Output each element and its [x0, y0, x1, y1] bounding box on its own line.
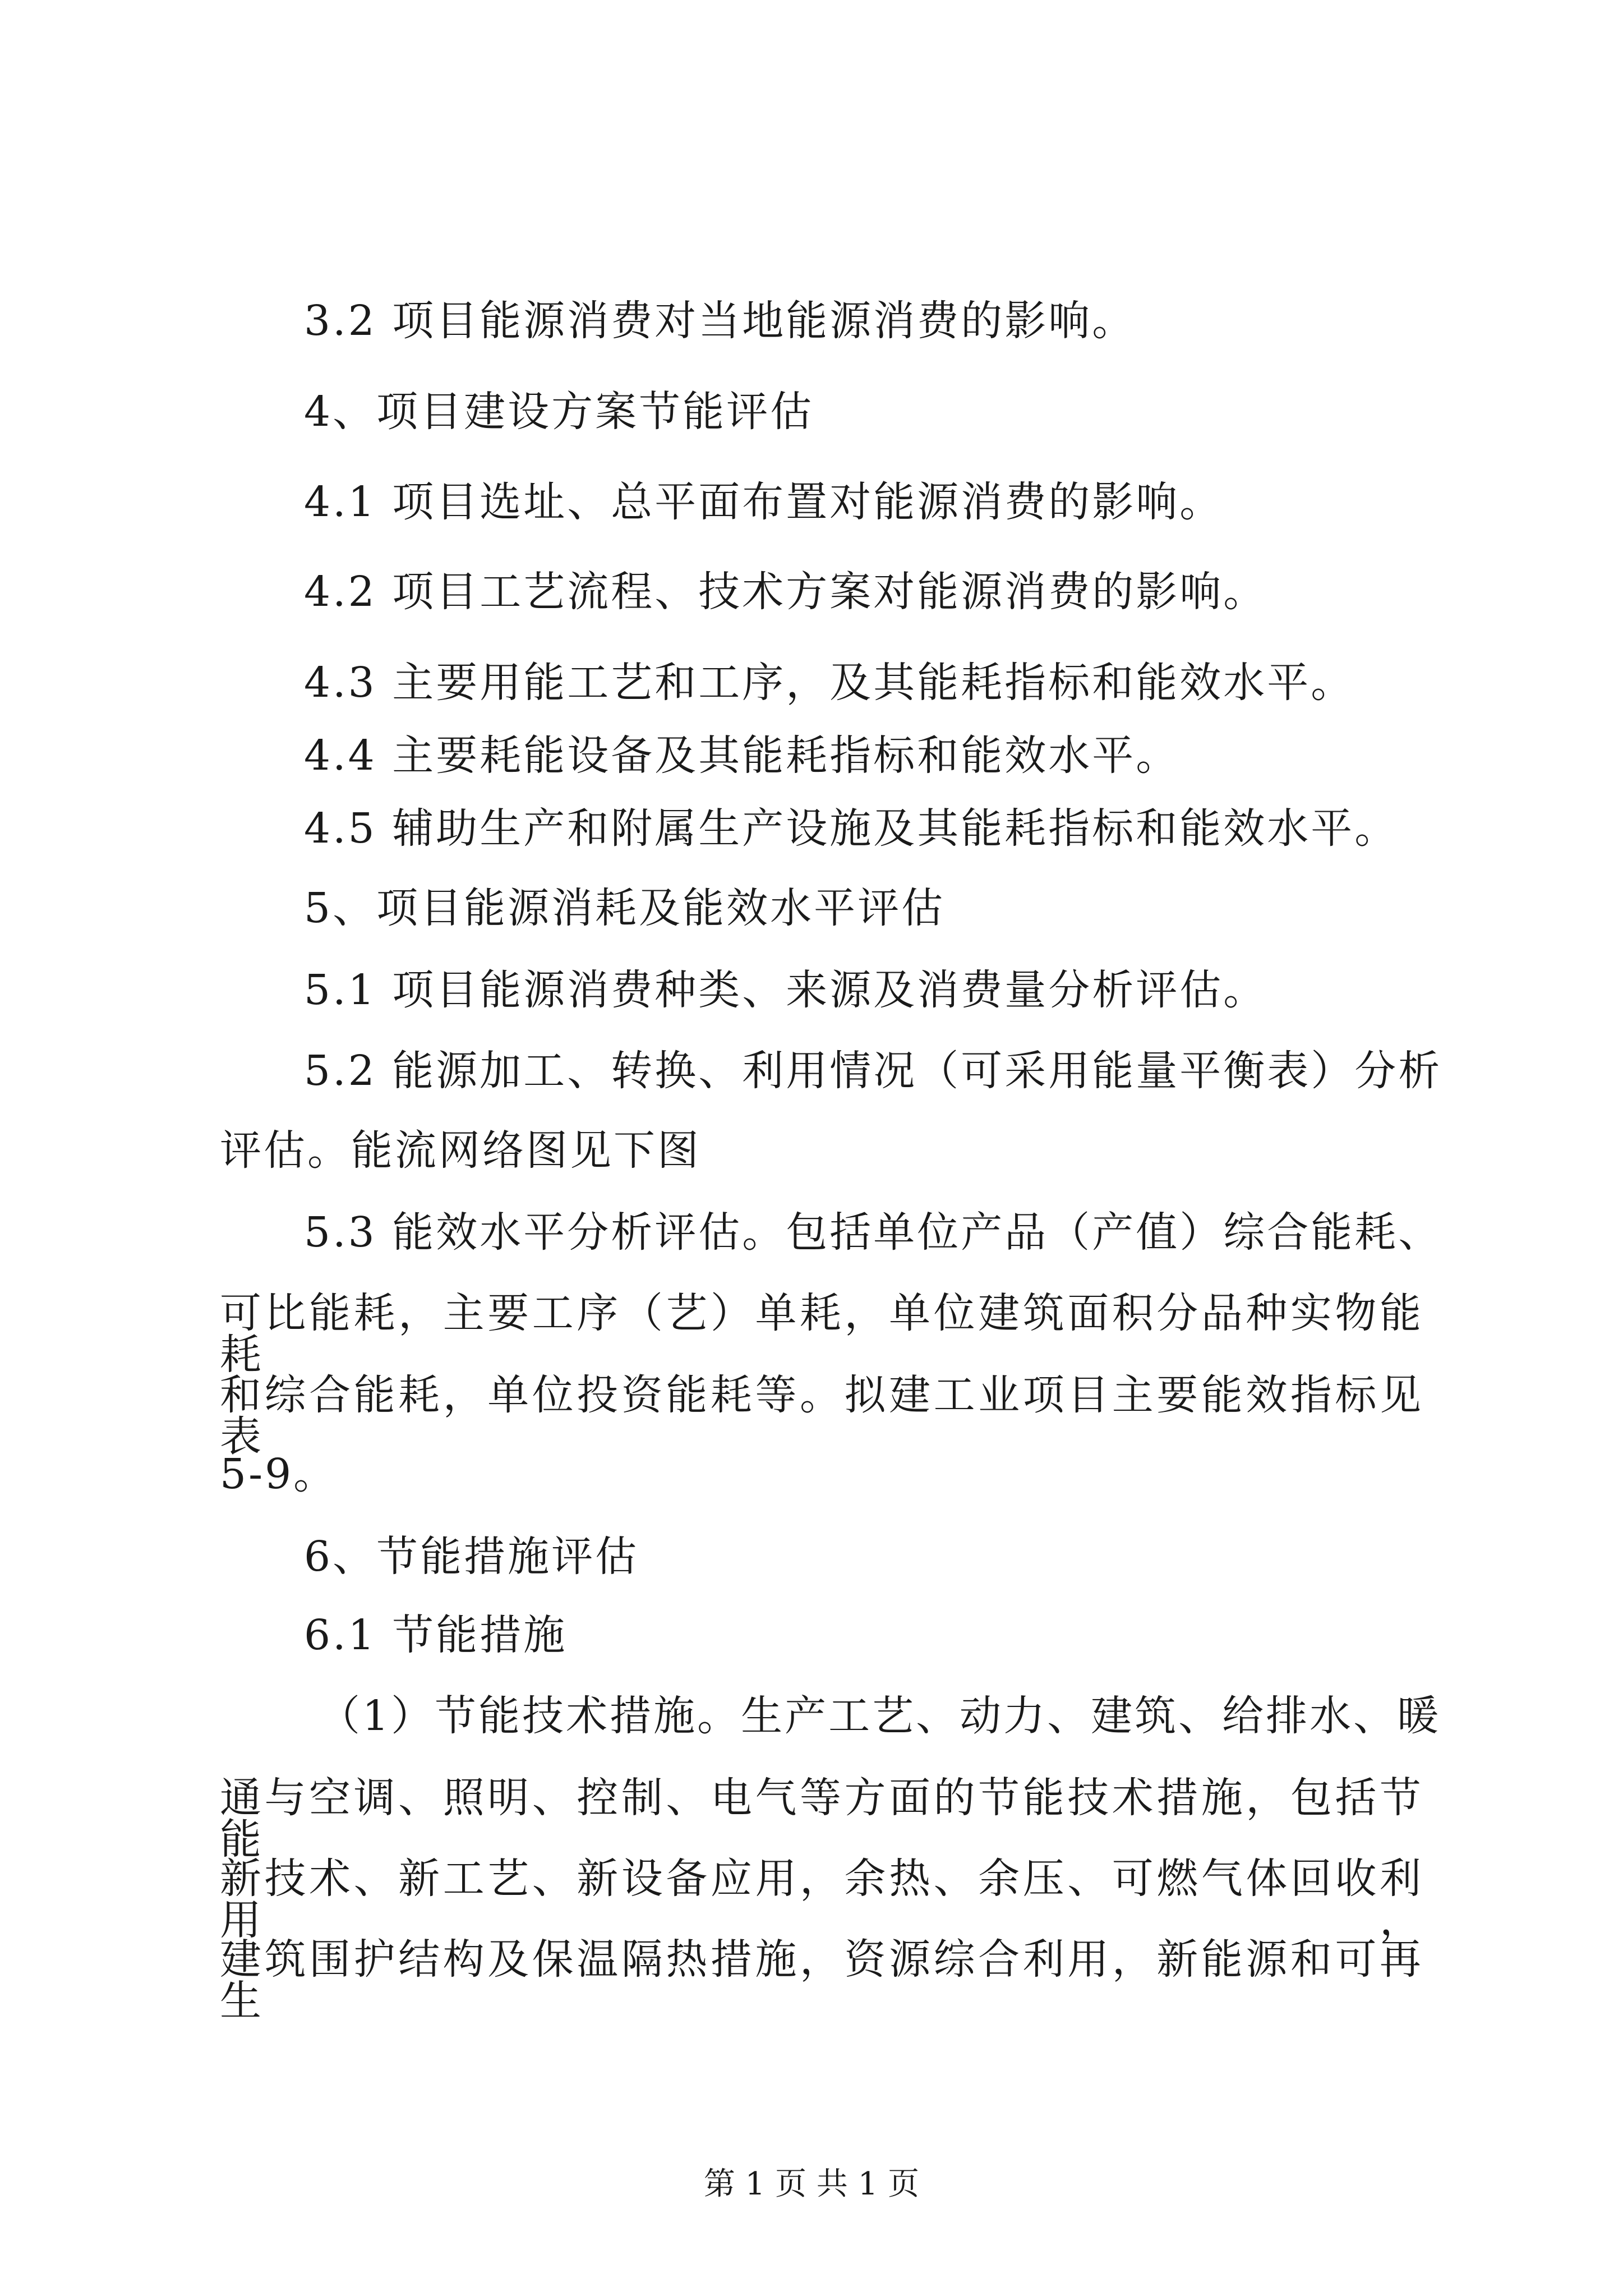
text-line: 评估。能流网络图见下图	[220, 1126, 701, 1175]
text-line: 5.2 能源加工、转换、利用情况（可采用能量平衡表）分析	[304, 1047, 1442, 1095]
subsection-heading: 6.1 节能措施	[304, 1611, 568, 1659]
text-line: 通与空调、照明、控制、电气等方面的节能技术措施，包括节能	[220, 1774, 1423, 1864]
text-line: 和综合能耗，单位投资能耗等。拟建工业项目主要能效指标见表	[220, 1371, 1423, 1461]
text-line: 5.3 能效水平分析评估。包括单位产品（产值）综合能耗、	[304, 1208, 1442, 1257]
text-line: 4.5 辅助生产和附属生产设施及其能耗指标和能效水平。	[304, 804, 1399, 853]
text-line: 4.4 主要耗能设备及其能耗指标和能效水平。	[304, 731, 1180, 780]
text-line: 4.1 项目选址、总平面布置对能源消费的影响。	[304, 478, 1224, 526]
text-line: 4.3 主要用能工艺和工序，及其能耗指标和能效水平。	[304, 659, 1355, 707]
page-footer: 第 1 页 共 1 页	[703, 2166, 920, 2202]
text-line: 4.2 项目工艺流程、技术方案对能源消费的影响。	[304, 568, 1267, 616]
text-line: 5-9。	[220, 1450, 338, 1498]
text-line: 5.1 项目能源消费种类、来源及消费量分析评估。	[304, 966, 1267, 1014]
text-line: （1）节能技术措施。生产工艺、动力、建筑、给排水、暖	[319, 1692, 1441, 1740]
text-line: 可比能耗，主要工序（艺）单耗，单位建筑面积分品种实物能耗	[220, 1289, 1423, 1379]
text-line: 建筑围护结构及保温隔热措施，资源综合利用，新能源和可再生	[220, 1935, 1423, 2025]
text-line: 新技术、新工艺、新设备应用，余热、余压、可燃气体回收利用，	[220, 1855, 1423, 1944]
section-heading: 4、项目建设方案节能评估	[304, 388, 814, 436]
section-heading: 5、项目能源消耗及能效水平评估	[304, 884, 946, 932]
text-line: 3.2 项目能源消费对当地能源消费的影响。	[304, 297, 1136, 345]
section-heading: 6、节能措施评估	[304, 1533, 639, 1581]
